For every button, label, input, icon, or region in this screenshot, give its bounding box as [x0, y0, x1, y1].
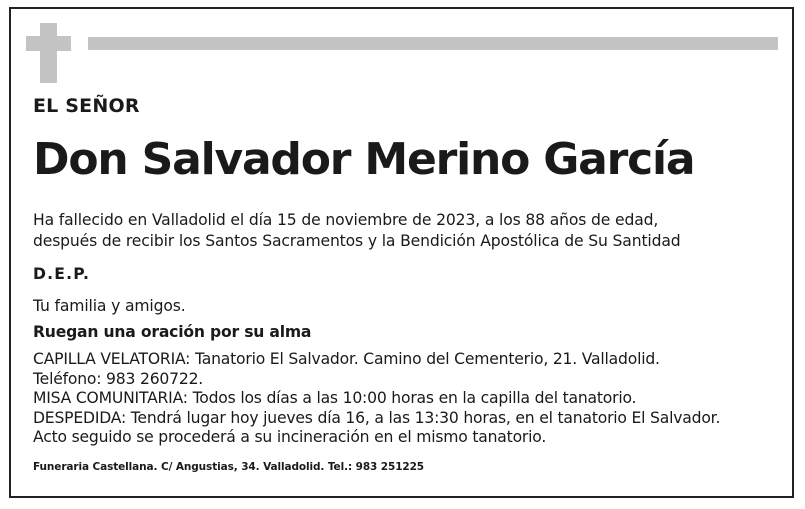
announcement-line-2: después de recibir los Santos Sacramentos y la Bendición Apostólica de Su Santidad: [33, 232, 681, 250]
prayer-line: Ruegan una oración por su alma: [33, 323, 312, 341]
detail-line: Acto seguido se procederá a su incineración en el mismo tanatorio.: [33, 428, 547, 446]
dep-label: D.E.P.: [33, 265, 91, 283]
honorific: EL SEÑOR: [33, 95, 140, 117]
service-details: [33, 350, 720, 448]
funeral-home-footer: Funeraria Castellana. C/ Angustias, 34. Valladolid. Tel.: 983 251225: [33, 461, 425, 473]
deceased-name: Don Salvador Merino García: [33, 134, 695, 185]
decorative-bar: [88, 37, 778, 50]
announcement-line-1: Ha fallecido en Valladolid el día 15 de noviembre de 2023, a los 88 años de edad,: [33, 211, 659, 229]
family-line: Tu familia y amigos.: [33, 297, 186, 315]
detail-line: MISA COMUNITARIA: Todos los días a las 10:00 horas en la capilla del tanatorio.: [33, 389, 637, 407]
detail-line: Teléfono: 983 260722.: [33, 369, 204, 388]
detail-line: CAPILLA VELATORIA: Tanatorio El Salvador. Camino del Cementerio, 21. Valladolid.: [33, 350, 660, 368]
detail-line: DESPEDIDA: Tendrá lugar hoy jueves día 16, a las 13:30 horas, en el tanatorio El Salvador.: [33, 408, 721, 427]
